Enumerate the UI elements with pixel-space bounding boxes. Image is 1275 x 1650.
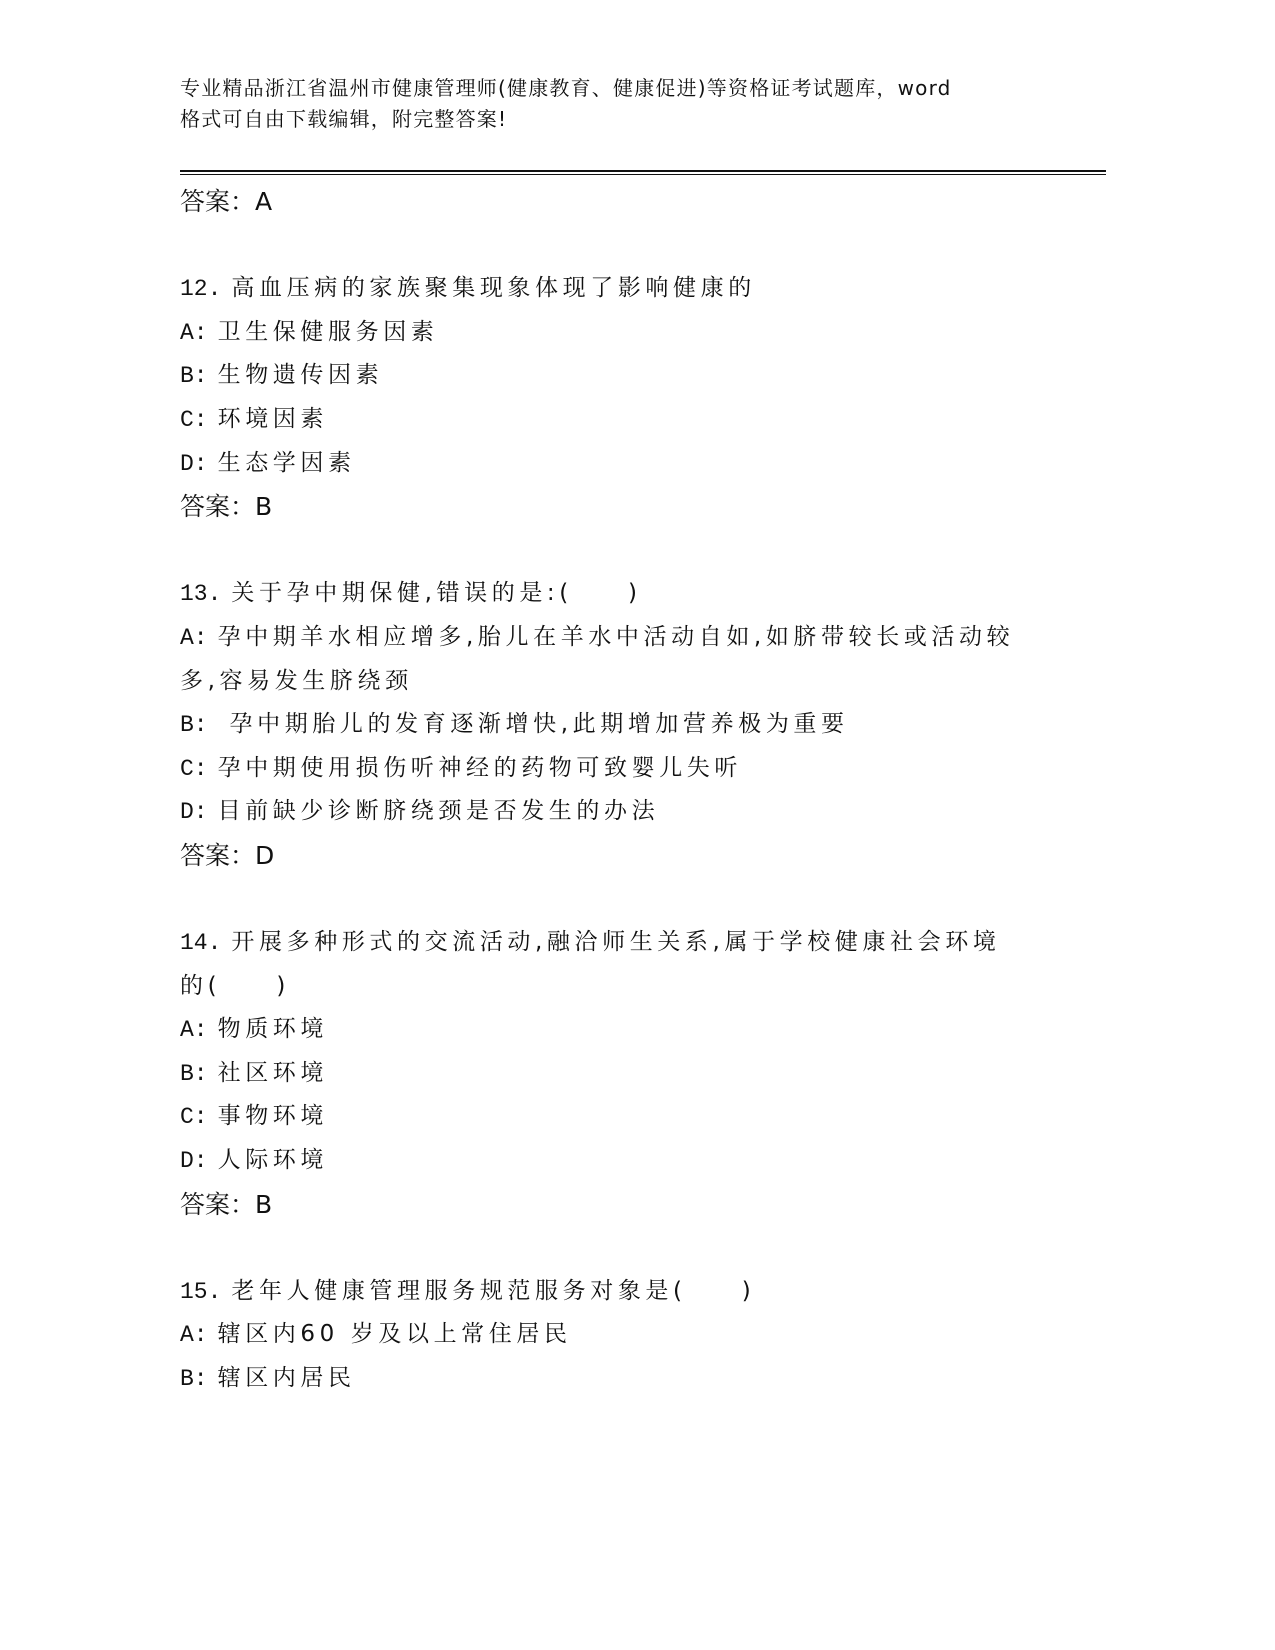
option-a	[180, 660, 1080, 704]
question-block	[180, 572, 1080, 877]
option-label: D:	[180, 450, 208, 477]
option-c	[180, 398, 1080, 442]
answer-line	[180, 1183, 1080, 1227]
stem-text: 关于孕中期保健,错误的是:( )	[231, 580, 642, 607]
question-stem	[180, 572, 1080, 616]
option-label: C:	[180, 755, 208, 782]
answer-line	[180, 834, 1080, 878]
option-a	[180, 311, 1080, 355]
option-text: 辖区内居民	[217, 1365, 356, 1392]
question-list	[180, 180, 1080, 1401]
question-number: 15.	[180, 1278, 222, 1305]
option-text: 生态学因素	[217, 449, 356, 476]
option-text: 孕中期使用损伤听神经的药物可致婴儿失听	[217, 754, 743, 781]
option-c	[180, 1095, 1080, 1139]
option-text: 社区环境	[217, 1059, 329, 1086]
option-d	[180, 1139, 1080, 1183]
option-b	[180, 703, 1080, 747]
question-block	[180, 921, 1080, 1226]
document-header	[180, 73, 1060, 135]
option-text: 卫生保健服务因素	[217, 318, 439, 345]
question-stem	[180, 965, 1080, 1009]
option-c	[180, 747, 1080, 791]
question-stem	[180, 267, 1080, 311]
option-text: 孕中期羊水相应增多,胎儿在羊水中活动自如,如脐带较长或活动较	[217, 623, 1015, 650]
option-label: A:	[180, 624, 208, 651]
blank-line	[180, 224, 1080, 268]
stem-text: 高血压病的家族聚集现象体现了影响健康的	[231, 275, 756, 302]
blank-line	[180, 529, 1080, 573]
blank-line	[180, 1226, 1080, 1270]
option-label: B:	[180, 1366, 208, 1393]
option-text: 事物环境	[217, 1103, 329, 1130]
option-label: A:	[180, 1322, 208, 1349]
option-text: 人际环境	[217, 1147, 329, 1174]
option-text: 孕中期胎儿的发育逐渐增快,此期增加营养极为重要	[217, 711, 849, 738]
option-label: C:	[180, 1104, 208, 1131]
option-text: 目前缺少诊断脐绕颈是否发生的办法	[217, 798, 660, 825]
option-label: D:	[180, 1148, 208, 1175]
option-a	[180, 616, 1080, 660]
option-d	[180, 790, 1080, 834]
blank-line	[180, 878, 1080, 922]
answer-prefix: 答案：	[180, 1189, 256, 1219]
question-stem	[180, 1270, 1080, 1314]
header-line-2: 格式可自由下载编辑，附完整答案!	[180, 107, 508, 131]
answer-value: B	[255, 1189, 273, 1219]
answer-value: D	[255, 840, 275, 870]
option-text: 多,容易发生脐绕颈	[180, 667, 413, 694]
answer-prefix: 答案：	[180, 492, 256, 522]
question-number: 13.	[180, 581, 222, 608]
question-number: 14.	[180, 930, 222, 957]
option-a	[180, 1008, 1080, 1052]
answer-value: A	[255, 187, 273, 216]
option-d	[180, 442, 1080, 486]
option-b	[180, 1357, 1080, 1401]
option-text: 生物遗传因素	[217, 362, 384, 389]
answer-prefix: 答案：	[180, 187, 256, 216]
stem-text: 开展多种形式的交流活动,融洽师生关系,属于学校健康社会环境	[231, 929, 1001, 956]
option-text: 环境因素	[217, 405, 329, 432]
option-label: D:	[180, 799, 208, 826]
option-label: B:	[180, 1060, 208, 1087]
stem-text: 老年人健康管理服务规范服务对象是( )	[231, 1277, 756, 1304]
stem-text: 的( )	[180, 972, 290, 999]
question-stem	[180, 921, 1080, 965]
option-a	[180, 1313, 1080, 1357]
option-label: B:	[180, 363, 208, 390]
header-rule	[180, 170, 1106, 172]
option-label: A:	[180, 319, 208, 346]
header-rule-thin	[180, 174, 1106, 175]
answer-line	[180, 180, 1080, 224]
question-block	[180, 1270, 1080, 1401]
option-b	[180, 1052, 1080, 1096]
answer-prefix: 答案：	[180, 840, 256, 870]
option-b	[180, 354, 1080, 398]
option-label: B:	[180, 712, 208, 739]
question-number: 12.	[180, 276, 222, 303]
option-label: A:	[180, 1017, 208, 1044]
answer-line	[180, 485, 1080, 529]
option-text: 辖区内60 岁及以上常住居民	[217, 1321, 572, 1348]
answer-value: B	[255, 492, 273, 522]
header-line-1: 专业精品浙江省温州市健康管理师(健康教育、健康促进)等资格证考试题库，word	[180, 76, 952, 100]
option-text: 物质环境	[217, 1016, 329, 1043]
option-label: C:	[180, 406, 208, 433]
question-block	[180, 267, 1080, 529]
